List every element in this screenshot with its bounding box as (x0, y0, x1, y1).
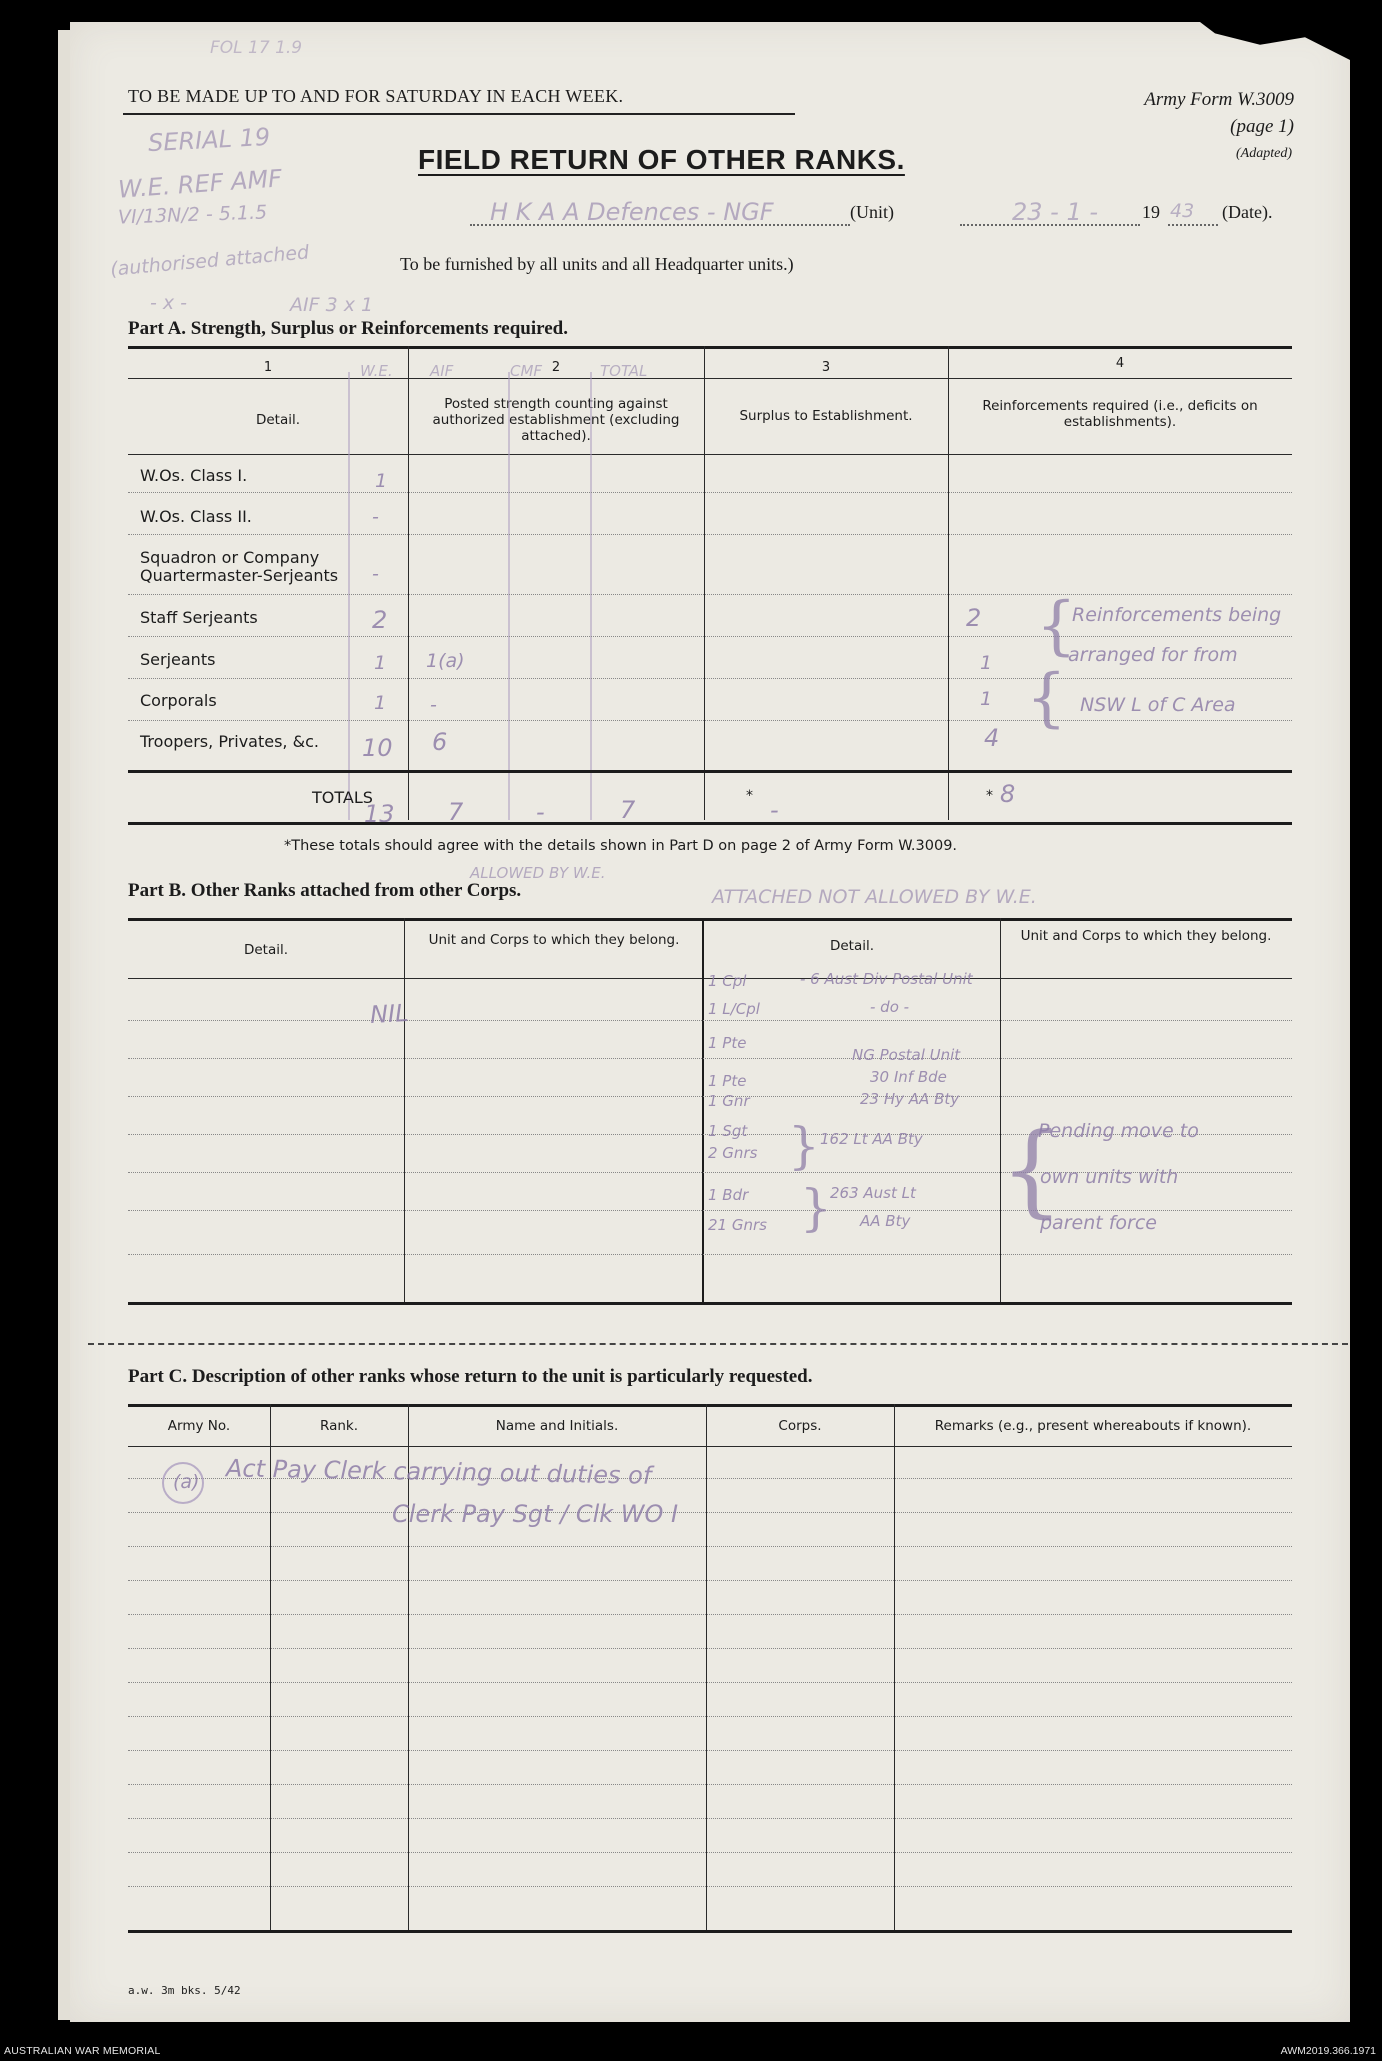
hw-row-reinf: 1 (980, 688, 993, 710)
part-a-vline-3 (948, 346, 949, 820)
hw-unit-name: H K A A Defences - NGF (490, 198, 774, 226)
part-b-head-detail-2: Detail. (829, 938, 875, 954)
part-a-bottom-rule (128, 822, 1292, 825)
part-a-footnote: *These totals should agree with the details shown in Part D on page 2 of Army Form W.3009. (284, 838, 958, 854)
hw-col-cmf-line (590, 372, 592, 820)
hw-year: 43 (1170, 200, 1195, 222)
hw-reinf-note: Reinforcements being (1072, 604, 1282, 626)
top-note: TO BE MADE UP TO AND FOR SATURDAY IN EACH WEEK. (128, 86, 624, 106)
part-a-vline-1 (408, 346, 409, 820)
page-title: FIELD RETURN OF OTHER RANKS. (418, 144, 905, 175)
footer-accession: AWM2019.366.1971 (1280, 2045, 1376, 2057)
part-a-row-rule (128, 720, 1292, 721)
hw-b-unit: AA Bty (860, 1212, 911, 1230)
part-a-row-label: Corporals (140, 691, 217, 710)
part-b-top-rule (128, 918, 1292, 921)
part-c-row-rule (128, 1716, 1292, 1717)
year-line[interactable] (1168, 224, 1218, 226)
part-c-row-rule (128, 1614, 1292, 1615)
part-a-row-rule (128, 594, 1292, 595)
hw-pending: parent force (1040, 1212, 1157, 1234)
hw-row-aif: 1(a) (426, 650, 465, 672)
part-a-row-label: Troopers, Privates, &c. (140, 732, 319, 751)
part-a-colnum-3: 3 (821, 360, 831, 375)
hw-total-aif: 7 (448, 798, 464, 826)
hw-note-marker: (a) (173, 1471, 200, 1493)
hw-sub-aif: AIF (430, 362, 454, 380)
part-c-head-rank: Rank. (319, 1418, 359, 1434)
form-id-page: (page 1) (1230, 116, 1294, 137)
part-c-row-rule (128, 1546, 1292, 1547)
part-a-totals-rule (128, 770, 1292, 773)
part-a-totals-label: TOTALS (312, 788, 373, 807)
hw-b-detail: 1 Cpl (708, 972, 747, 990)
hw-brace: } (800, 1179, 832, 1237)
hw-total-cmf: - (536, 798, 545, 826)
hw-b-detail: 1 Pte (708, 1072, 747, 1090)
hw-sub-cmf: CMF (510, 362, 543, 380)
part-c-head-army-no: Army No. (167, 1418, 231, 1434)
footer-institution: AUSTRALIAN WAR MEMORIAL (4, 2045, 161, 2057)
hw-b-detail: 1 Bdr (708, 1186, 749, 1204)
hw-brace: { (1026, 661, 1067, 735)
hw-x-mark: - x - (150, 292, 188, 314)
hw-row-we: 1 (374, 692, 387, 714)
hw-date: 23 - 1 - (1012, 198, 1099, 226)
part-a-head-posted: Posted strength counting against authorized establishment (excluding attached). (432, 396, 680, 444)
part-c-row-rule (128, 1750, 1292, 1751)
hw-row-aif: - (430, 694, 437, 716)
hw-b-detail: 1 Sgt (708, 1122, 748, 1140)
year-prefix: 19 (1142, 202, 1160, 222)
part-a-row-rule (128, 678, 1292, 679)
hw-aif: AIF 3 x 1 (290, 294, 374, 316)
hw-c-note: Act Pay Clerk carrying out duties of (225, 1454, 652, 1490)
hw-nil: NIL (369, 999, 410, 1029)
hw-b-detail: 1 L/Cpl (708, 1000, 760, 1018)
part-a-row-rule (128, 636, 1292, 637)
part-b-bottom-rule (128, 1302, 1292, 1305)
part-c-row-rule (128, 1512, 1292, 1513)
hw-row-we: - (372, 563, 379, 585)
part-b-vline-1 (404, 918, 405, 1302)
hw-total-we: 13 (364, 800, 395, 828)
date-line[interactable] (960, 224, 1140, 226)
part-c-head-corps: Corps. (778, 1418, 822, 1434)
hw-sub-total: TOTAL (600, 362, 648, 380)
part-c-head-name: Name and Initials. (495, 1418, 619, 1434)
hw-total-total: 7 (620, 796, 636, 824)
part-a-vline-2 (704, 346, 705, 820)
part-a-head-reinforcements: Reinforcements required (i.e., deficits on establishments). (982, 398, 1258, 430)
part-a-head-detail: Detail. (255, 412, 301, 428)
hw-b-unit: NG Postal Unit (852, 1046, 961, 1064)
print-code: a.w. 3m bks. 5/42 (128, 1984, 241, 1997)
hw-row-reinf: 2 (966, 604, 982, 632)
unit-line[interactable] (470, 224, 850, 226)
part-b-vline-2 (702, 918, 704, 1302)
hw-we-ref-num: VI/13N/2 - 5.1.5 (117, 201, 268, 229)
hw-b-unit: - 6 Aust Div Postal Unit (800, 970, 973, 988)
hw-c-note: Clerk Pay Sgt / Clk WO I (392, 1500, 679, 1528)
part-a-head-surplus: Surplus to Establishment. (739, 408, 913, 424)
hw-reinf-note: arranged for from (1068, 644, 1238, 666)
part-a-colnum-1: 1 (263, 360, 273, 375)
footer-bar (0, 2041, 1382, 2061)
part-b-vline-3 (1000, 918, 1001, 1302)
part-c-head-rule (128, 1446, 1292, 1447)
part-c-row-rule (128, 1580, 1292, 1581)
top-note-underline (123, 113, 795, 115)
date-label: (Date). (1222, 202, 1273, 222)
part-a-colnum-4: 4 (1115, 356, 1125, 371)
hw-b-unit: 23 Hy AA Bty (860, 1090, 960, 1108)
form-identifier (1144, 86, 1294, 140)
part-c-row-rule (128, 1682, 1292, 1683)
hw-b-unit: - do - (870, 998, 910, 1016)
surplus-star: * (746, 788, 753, 804)
part-a-row-label: Squadron or Company Quartermaster-Serjeants (140, 548, 339, 585)
hw-row-we: 2 (372, 606, 388, 634)
part-a-row-label: Staff Serjeants (140, 608, 258, 627)
hw-row-we: 1 (375, 470, 388, 492)
hw-brace: } (788, 1117, 820, 1175)
part-c-row-rule (128, 1852, 1292, 1853)
hw-top-code: FOL 17 1.9 (210, 38, 303, 58)
hw-row-we: - (372, 506, 379, 528)
hw-allowed-note: ALLOWED BY W.E. (470, 864, 606, 882)
adapted-note: (Adapted) (1236, 146, 1292, 161)
hw-total-reinf: 8 (1000, 780, 1016, 808)
part-a-head-rule (128, 454, 1292, 455)
hw-authorised: (authorised attached (109, 241, 311, 281)
instruction-text: To be furnished by all units and all Headquarter units.) (400, 254, 794, 274)
part-b-head-unit-1: Unit and Corps to which they belong. (428, 932, 680, 948)
hw-b-detail: 1 Pte (708, 1034, 747, 1052)
hw-sub-we: W.E. (360, 362, 393, 380)
form-id-number: Army Form W.3009 (1144, 89, 1294, 110)
part-a-colnum-rule (128, 378, 1292, 379)
hw-total-surplus: - (770, 796, 779, 824)
hw-col-we-line (348, 372, 350, 820)
unit-label: (Unit) (850, 202, 894, 222)
hw-pending: own units with (1040, 1166, 1179, 1188)
hw-not-allowed-note: ATTACHED NOT ALLOWED BY W.E. (712, 886, 1037, 908)
reinf-star: * (986, 788, 993, 804)
part-b-row-rule (128, 1254, 1292, 1255)
perforation-line (88, 1343, 1348, 1345)
hw-reinf-note: NSW L of C Area (1080, 694, 1236, 716)
part-a-top-rule (128, 346, 1292, 349)
hw-b-unit: 30 Inf Bde (870, 1068, 947, 1086)
hw-pending: Pending move to (1038, 1120, 1199, 1142)
hw-we-ref: W.E. REF AMF (117, 164, 283, 204)
hw-row-aif: 6 (432, 728, 448, 756)
part-c-row-rule (128, 1648, 1292, 1649)
hw-b-detail: 2 Gnrs (708, 1144, 758, 1162)
part-a-row-label: W.Os. Class II. (140, 507, 252, 526)
hw-row-we: 1 (374, 652, 387, 674)
part-a-row-label: Serjeants (140, 650, 216, 669)
part-b-title: Part B. Other Ranks attached from other Corps. (128, 880, 522, 901)
hw-brace: { (1036, 589, 1077, 663)
hw-brace: { (1000, 1111, 1064, 1228)
part-b-row-rule (128, 1058, 1292, 1059)
part-c-bottom-rule (128, 1930, 1292, 1933)
part-c-top-rule (128, 1404, 1292, 1407)
part-a-row-label: W.Os. Class I. (140, 466, 248, 485)
part-b-row-rule (128, 1210, 1292, 1211)
part-c-row-rule (128, 1886, 1292, 1887)
hw-b-detail: 21 Gnrs (708, 1216, 767, 1234)
part-a-colnum-2: 2 (551, 360, 561, 375)
part-c-row-rule (128, 1818, 1292, 1819)
hw-row-we: 10 (362, 734, 393, 762)
hw-row-reinf: 1 (980, 652, 993, 674)
part-b-head-detail-1: Detail. (243, 942, 289, 958)
part-b-row-rule (128, 1020, 1292, 1021)
hw-col-aif-line (508, 372, 510, 820)
part-c-row-rule (128, 1784, 1292, 1785)
part-a-title: Part A. Strength, Surplus or Reinforcements required. (128, 318, 568, 339)
part-b-head-unit-2: Unit and Corps to which they belong. (1020, 928, 1272, 944)
part-c-head-remarks: Remarks (e.g., present whereabouts if known). (934, 1418, 1252, 1434)
hw-row-reinf: 4 (984, 724, 1000, 752)
part-a-row-rule (128, 534, 1292, 535)
part-c-title: Part C. Description of other ranks whose return to the unit is particularly requested. (128, 1366, 813, 1387)
hw-b-unit: 162 Lt AA Bty (820, 1130, 923, 1148)
hw-serial: SERIAL 19 (147, 122, 271, 158)
part-a-row-rule (128, 492, 1292, 493)
hw-b-unit: 263 Aust Lt (830, 1184, 916, 1202)
hw-b-detail: 1 Gnr (708, 1092, 750, 1110)
